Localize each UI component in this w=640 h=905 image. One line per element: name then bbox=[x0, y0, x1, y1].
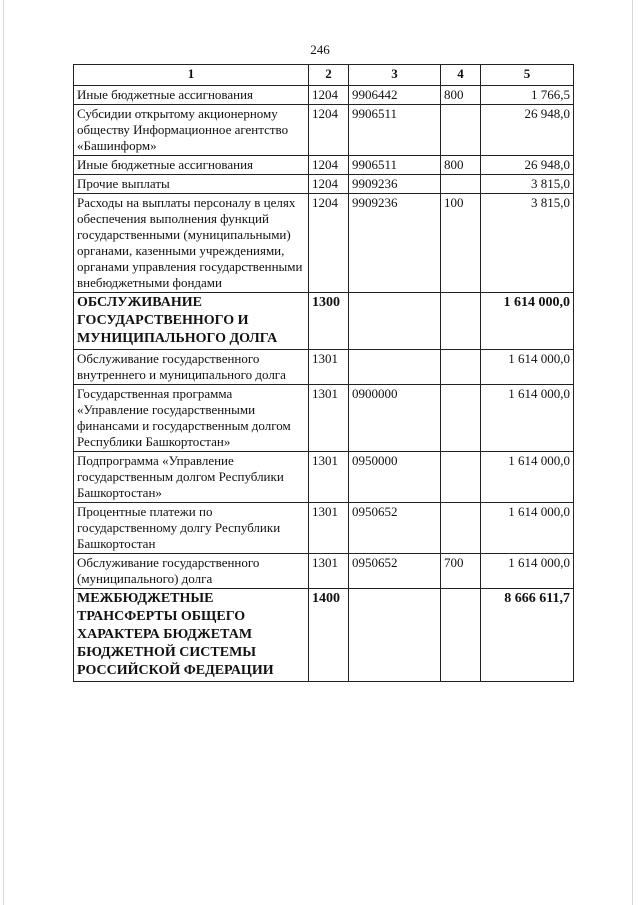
row-name-cell: Прочие выплаты bbox=[74, 175, 309, 194]
row-section-cell: 1204 bbox=[309, 156, 349, 175]
row-amount-cell: 1 614 000,0 bbox=[481, 452, 574, 503]
row-type-cell bbox=[441, 105, 481, 156]
row-name-cell: Государственная программа «Управление государственными финансами и государственным долгом Республики Башкортостан» bbox=[74, 385, 309, 452]
row-amount-cell: 1 614 000,0 bbox=[481, 503, 574, 554]
row-type-cell bbox=[441, 452, 481, 503]
row-section-cell: 1204 bbox=[309, 194, 349, 293]
row-type-cell bbox=[441, 350, 481, 385]
row-target-cell bbox=[349, 589, 441, 682]
row-name-cell: ОБСЛУЖИВАНИЕ ГОСУДАРСТВЕННОГО И МУНИЦИПАЛЬНОГО ДОЛГА bbox=[74, 293, 309, 350]
row-section-cell: 1301 bbox=[309, 554, 349, 589]
row-type-cell bbox=[441, 293, 481, 350]
table-row bbox=[74, 293, 574, 350]
row-type-cell: 800 bbox=[441, 86, 481, 105]
row-section-cell: 1300 bbox=[309, 293, 349, 350]
row-target-cell: 0900000 bbox=[349, 385, 441, 452]
scan-edge-right bbox=[632, 0, 633, 905]
row-name-cell: МЕЖБЮДЖЕТНЫЕ ТРАНСФЕРТЫ ОБЩЕГО ХАРАКТЕРА БЮДЖЕТАМ БЮДЖЕТНОЙ СИСТЕМЫ РОССИЙСКОЙ ФЕДЕРАЦИИ bbox=[74, 589, 309, 682]
row-section-cell: 1204 bbox=[309, 86, 349, 105]
row-section-cell: 1204 bbox=[309, 105, 349, 156]
row-name-cell: Иные бюджетные ассигнования bbox=[74, 156, 309, 175]
row-target-cell bbox=[349, 350, 441, 385]
row-target-cell: 9909236 bbox=[349, 194, 441, 293]
page-number: 246 bbox=[310, 42, 330, 57]
table-body bbox=[74, 86, 574, 682]
row-name-cell: Обслуживание государственного (муниципального) долга bbox=[74, 554, 309, 589]
row-amount-cell: 1 614 000,0 bbox=[481, 554, 574, 589]
table-row bbox=[74, 589, 574, 682]
column-header: 1 bbox=[74, 65, 309, 86]
column-header: 3 bbox=[349, 65, 441, 86]
table-row bbox=[74, 554, 574, 589]
row-type-cell: 800 bbox=[441, 156, 481, 175]
row-target-cell: 9909236 bbox=[349, 175, 441, 194]
table-row bbox=[74, 194, 574, 293]
column-header: 5 bbox=[481, 65, 574, 86]
row-section-cell: 1301 bbox=[309, 452, 349, 503]
row-type-cell bbox=[441, 175, 481, 194]
column-header: 4 bbox=[441, 65, 481, 86]
row-target-cell bbox=[349, 293, 441, 350]
row-target-cell: 0950000 bbox=[349, 452, 441, 503]
table-row bbox=[74, 385, 574, 452]
row-amount-cell: 1 614 000,0 bbox=[481, 385, 574, 452]
table-row bbox=[74, 105, 574, 156]
row-section-cell: 1301 bbox=[309, 350, 349, 385]
row-name-cell: Процентные платежи по государственному долгу Республики Башкортостан bbox=[74, 503, 309, 554]
row-name-cell: Расходы на выплаты персоналу в целях обеспечения выполнения функций государственными (муниципальными) органами, казенными учреждениями, органами управления государственными внебюджетными фондами bbox=[74, 194, 309, 293]
row-name-cell: Подпрограмма «Управление государственным долгом Республики Башкортостан» bbox=[74, 452, 309, 503]
row-amount-cell: 1 766,5 bbox=[481, 86, 574, 105]
row-amount-cell: 1 614 000,0 bbox=[481, 293, 574, 350]
column-header: 2 bbox=[309, 65, 349, 86]
row-amount-cell: 8 666 611,7 bbox=[481, 589, 574, 682]
row-amount-cell: 1 614 000,0 bbox=[481, 350, 574, 385]
row-type-cell bbox=[441, 503, 481, 554]
row-target-cell: 9906442 bbox=[349, 86, 441, 105]
scan-edge-left bbox=[3, 0, 4, 905]
row-name-cell: Обслуживание государственного внутреннего и муниципального долга bbox=[74, 350, 309, 385]
row-target-cell: 9906511 bbox=[349, 105, 441, 156]
row-amount-cell: 26 948,0 bbox=[481, 156, 574, 175]
row-section-cell: 1204 bbox=[309, 175, 349, 194]
table-row bbox=[74, 175, 574, 194]
table-row bbox=[74, 86, 574, 105]
table-row bbox=[74, 503, 574, 554]
row-section-cell: 1301 bbox=[309, 385, 349, 452]
row-type-cell bbox=[441, 385, 481, 452]
row-name-cell: Субсидии открытому акционерному обществу Информационное агентство «Башинформ» bbox=[74, 105, 309, 156]
row-amount-cell: 26 948,0 bbox=[481, 105, 574, 156]
table-header-row bbox=[74, 65, 574, 86]
table-row bbox=[74, 350, 574, 385]
table-row bbox=[74, 452, 574, 503]
budget-table bbox=[73, 64, 574, 682]
row-type-cell: 100 bbox=[441, 194, 481, 293]
row-target-cell: 0950652 bbox=[349, 554, 441, 589]
row-section-cell: 1400 bbox=[309, 589, 349, 682]
row-name-cell: Иные бюджетные ассигнования bbox=[74, 86, 309, 105]
row-type-cell: 700 bbox=[441, 554, 481, 589]
row-section-cell: 1301 bbox=[309, 503, 349, 554]
row-amount-cell: 3 815,0 bbox=[481, 175, 574, 194]
row-target-cell: 0950652 bbox=[349, 503, 441, 554]
row-type-cell bbox=[441, 589, 481, 682]
row-amount-cell: 3 815,0 bbox=[481, 194, 574, 293]
table-row bbox=[74, 156, 574, 175]
row-target-cell: 9906511 bbox=[349, 156, 441, 175]
